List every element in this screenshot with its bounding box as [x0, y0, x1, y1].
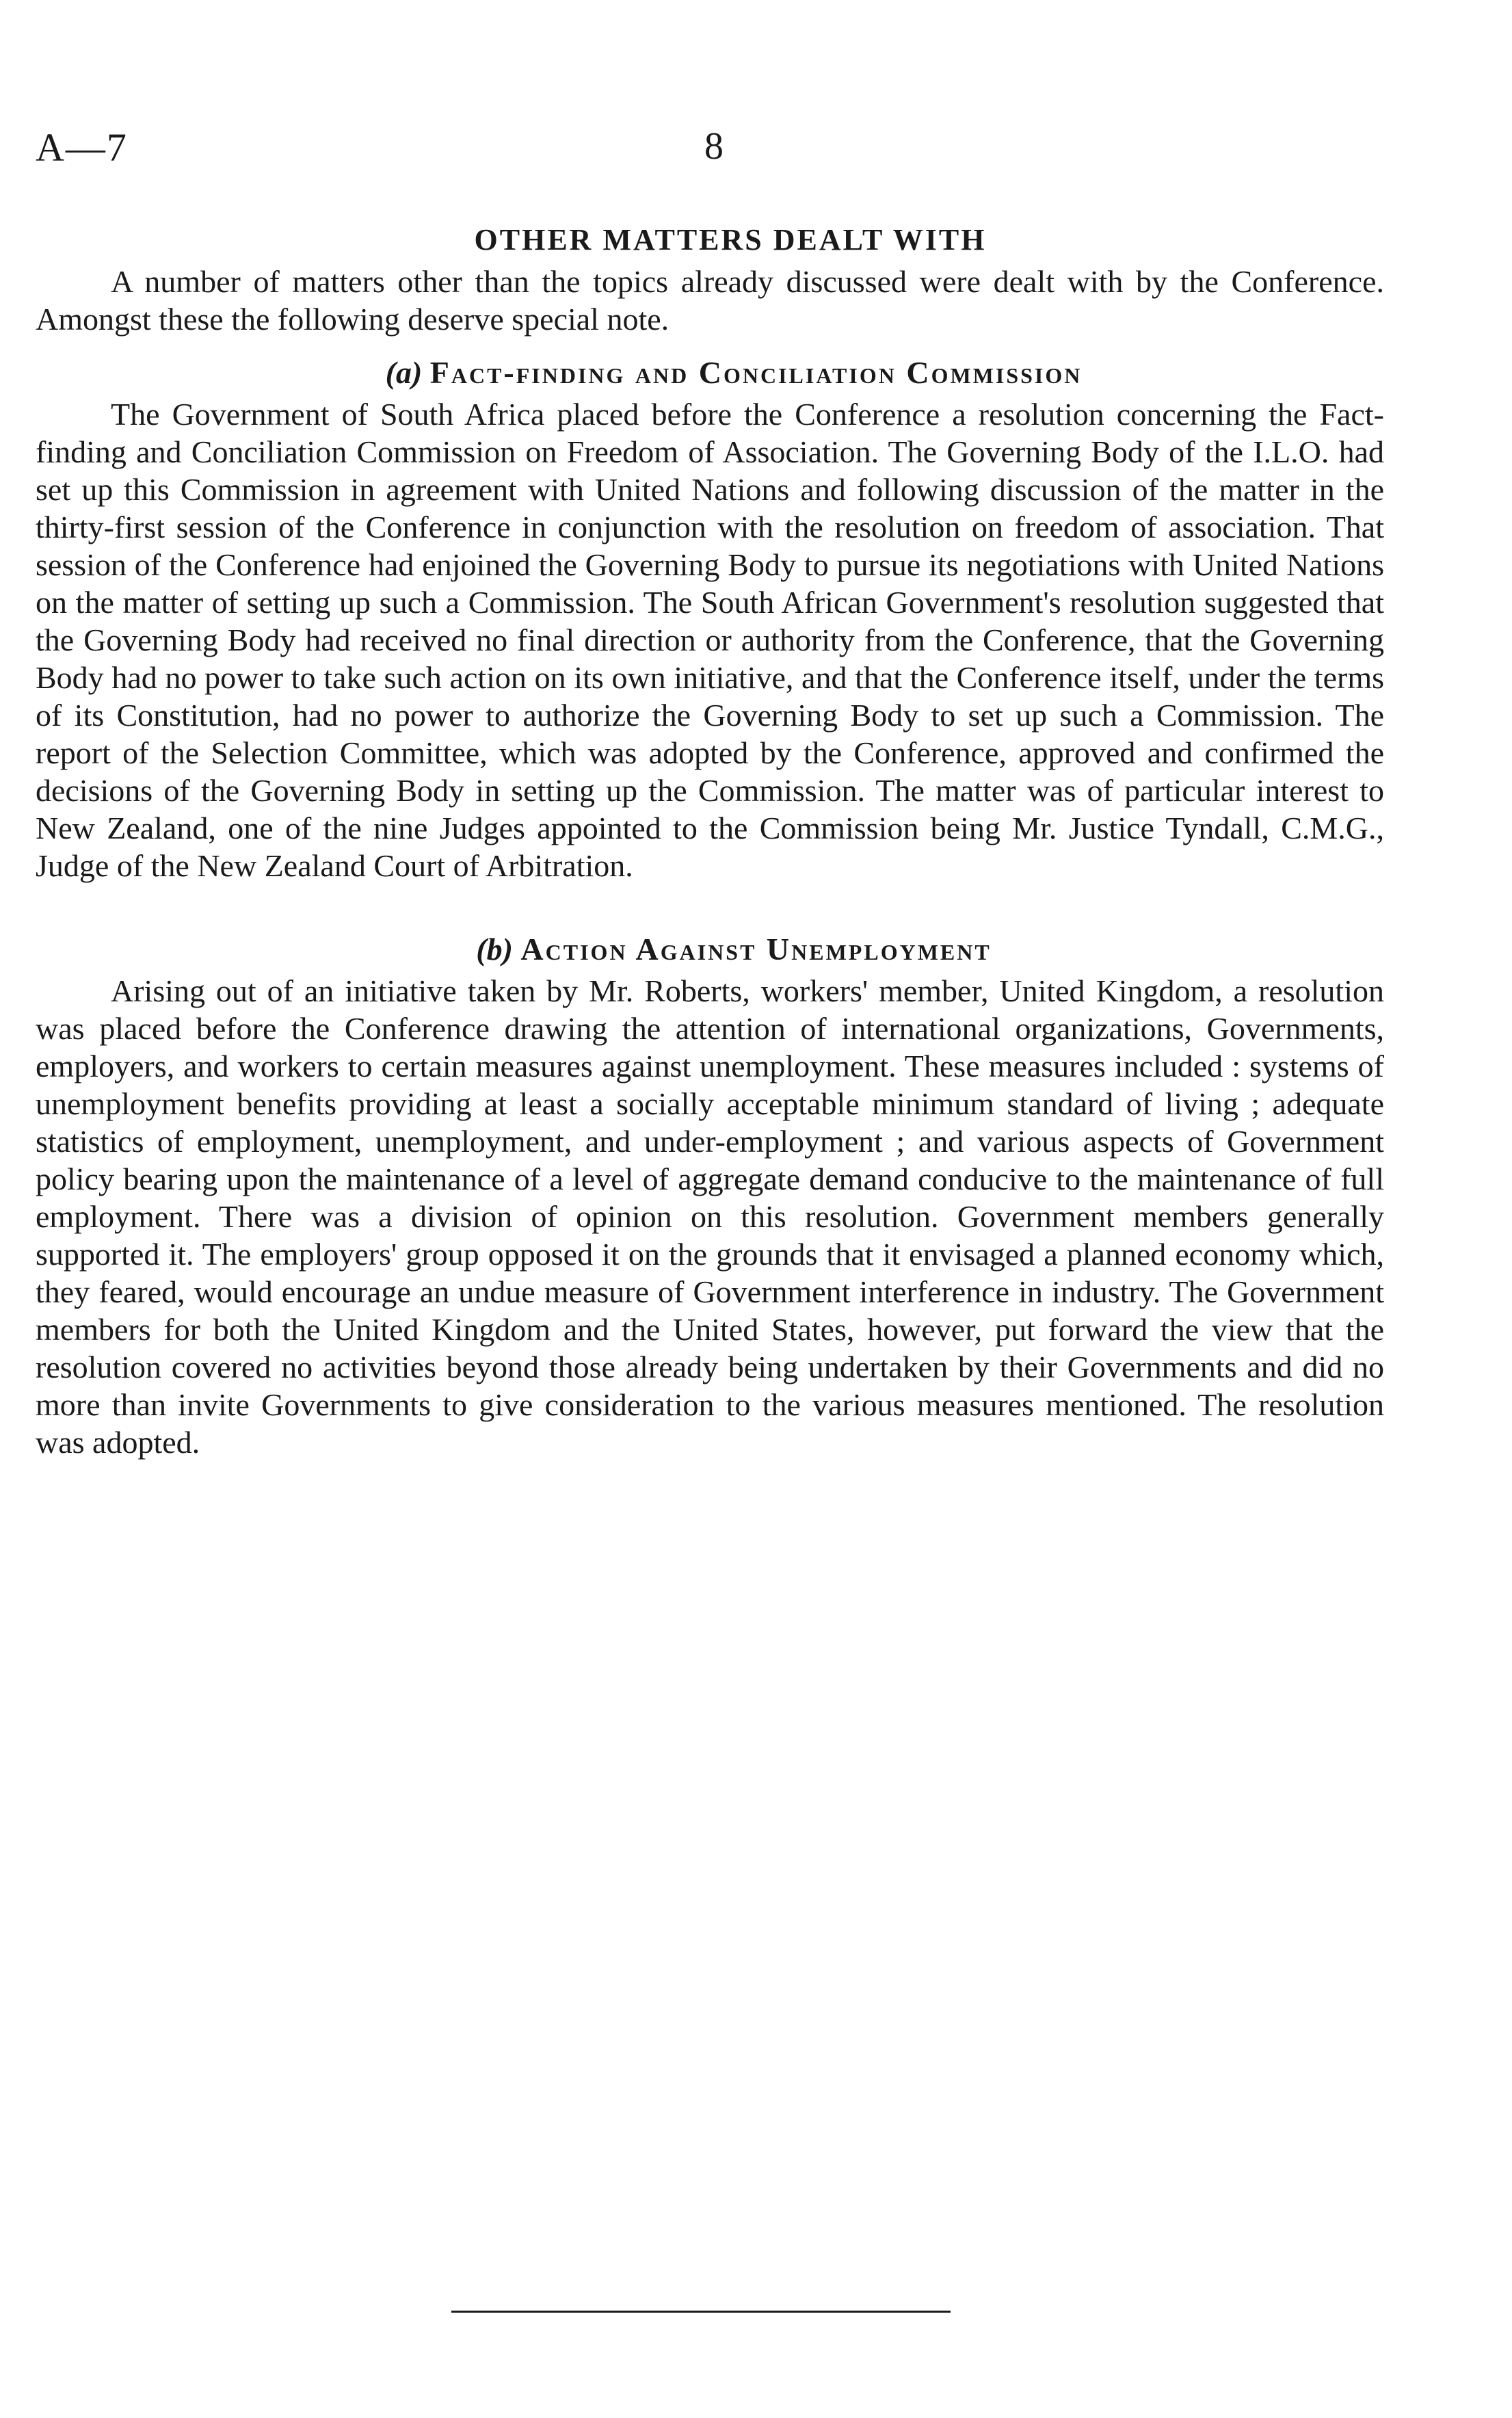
section-a-letter: (a) — [385, 355, 423, 390]
section-b-letter: (b) — [476, 932, 513, 967]
document-body — [36, 218, 1384, 1461]
main-heading: OTHER MATTERS DEALT WITH — [474, 223, 987, 257]
intro-paragraph: A number of matters other than the topics already discussed were dealt with by the Conference. Amongst these the following deserve special note. — [36, 264, 1384, 337]
section-a-paragraph: The Government of South Africa placed before the Conference a resolution concerning the Fact-finding and Conciliation Commission on Freedom of Association. The Governing Body of the I.L.O. had set up this Commission in agreement with United Nations and following discussion of the matter in the thirty-first session of the Conference in conjunction with the resolution on freedom of association. That session of the Conference had enjoined the Governing Body to pursue its negotiations with United Nations on the matter of setting up such a Commission. The South African Government's resolution suggested that the Governing Body had received no final direction or authority from the Conference, that the Governing Body had no power to take such action on its own initiative, and that the Conference itself, under the terms of its Constitution, had no power to authorize the Governing Body to set up such a Commission. The report of the Selection Committee, which was adopted by the Conference, approved and confirmed the decisions of the Governing Body in setting up the Commission. The matter was of particular interest to New Zealand, one of the nine Judges appointed to the Commission being Mr. Justice Tyndall, C.M.G., Judge of the New Zealand Court of Arbitration. — [36, 397, 1384, 883]
section-b-heading — [36, 927, 1384, 972]
section-b-title: Action Against Unemployment — [520, 932, 992, 967]
section-b-paragraph: Arising out of an initiative taken by Mr. Roberts, workers' member, United Kingdom, a resolution was placed before the Conference drawing the attention of international organizations, Governments, employers, and workers to certain measures against unemployment. These measures included : systems of unemployment benefits providing at least a socially acceptable minimum standard of living ; adequate statistics of employment, unemployment, and under-employment ; and various aspects of Government policy bearing upon the maintenance of a level of aggregate demand conducive to the maintenance of full employment. There was a division of opinion on this resolution. Government members generally supported it. The employers' group opposed it on the grounds that it envisaged a planned economy which, they feared, would encourage an undue measure of Government interference in industry. The Government members for both the United Kingdom and the United States, however, put forward the view that the resolution covered no activities beyond those already being undertaken by their Governments and did no more than invite Governments to give consideration to the various measures mentioned. The resolution was adopted. — [36, 973, 1384, 1460]
page-number: 8 — [704, 125, 724, 168]
section-a-title: Fact-finding and Conciliation Commission — [429, 355, 1083, 390]
page-reference: A—7 — [36, 125, 128, 170]
end-rule — [451, 2311, 951, 2313]
section-a-heading — [36, 350, 1384, 395]
